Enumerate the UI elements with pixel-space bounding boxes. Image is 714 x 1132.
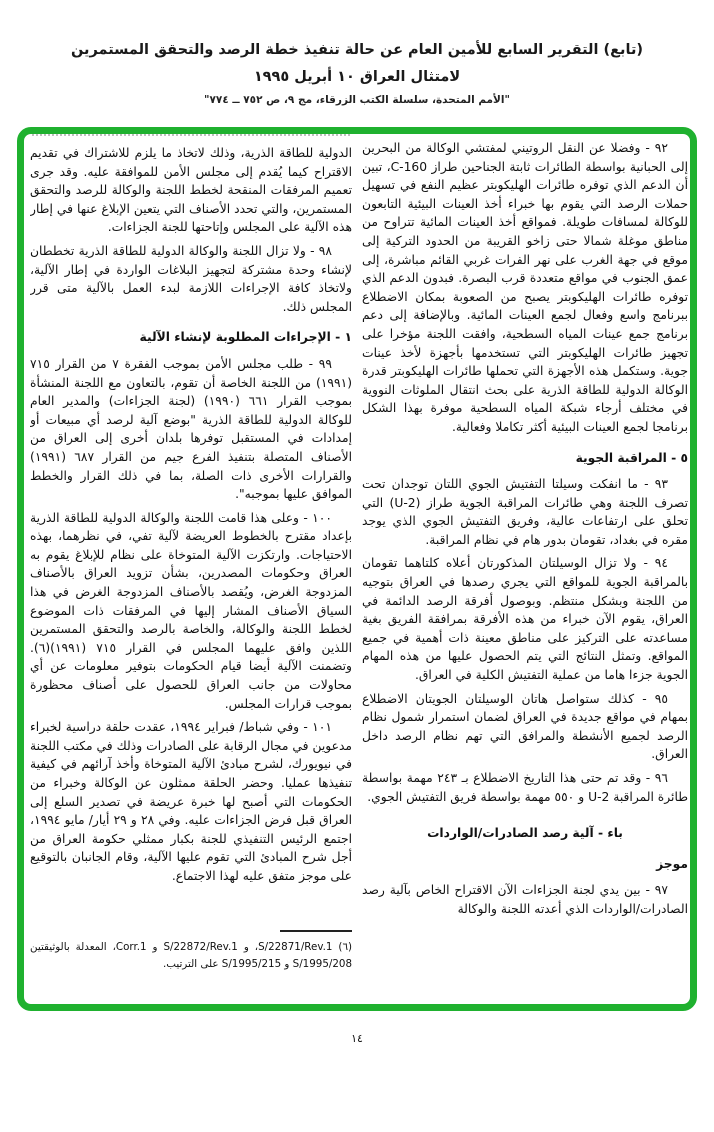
document-title-line1: (تابع) التقرير السابع للأمين العام عن حالة تنفيذ خطة الرصد والتحقق المستمرين [70,42,644,58]
paragraph: ٩٢ - وفضلا عن النقل الروتيني لمفتشي الوكالة من البحرين إلى الحبانية بواسطة الطائرات ثابتة الجناحين طراز C-160، تبين أن الدعم الذي توفره طائرات الهليكوبتر عظيم النفع في تسهيل حملات الرصد التي يقوم بها خبراء أخذ العينات البيئية التابعون للوكالة لمسافات طويلة. فمواقع أخذ العينات المائية تتراوح من مناطق موغلة شمالا حتى زاخو القريبة من الحدود التركية إلى موقع في جهة الغرب على نهر الفرات غربي القائم مباشرة، إلى عمق الجنوب في مواقع متعددة قرب البصرة. فبدون الدعم الذي توفره طائرات الهليكوبتر يصبح من الصعوبة بمكان الاضطلاع ببرنامج واسع وفعال لجمع العينات المائية. وبالإضافة إلى دعم برنامج جمع عينات المياه السطحية، وافقت اللجنة مؤخرا على تجهيز طائرات الهليكوبتر التي تستخدمها بأجهزة لأخذ عينات جوية. وستكمل هذه الأجهزة التي تحملها طائرات الهليكوبتر قدرة الوكالة الدولية للطاقة الذرية على بحث انتقال الملوثات النووية في مختلف أرجاء شبكة المياه السطحية موفرة بهذا الشكل برنامجا لجمع العينات البيئية أكثر تكاملا وفعالية. [362,141,688,434]
paragraph: ١٠١ - وفي شباط/ فبراير ١٩٩٤، عقدت حلقة دراسية لخبراء مدعوين في مجال الرقابة على الصادرات وذلك في مكتب اللجنة في نيويورك، لشرح مبادئ الآلية المتوخاة وأخذ آرائهم في كيفية تنفيذها عمليا. وحضر الحلقة ممثلون عن الوكالة وخبراء من الحكومات التي أصبح لها خبرة عريضة في تصدير السلع إلى العراق قبل فرض الجزاءات عليه. وفي ٢٨ و ٢٩ أيار/ مايو ١٩٩٤، اجتمع الرئيس التنفيذي للجنة بكبار ممثلي حكومة العراق من أجل شرح المبادئ التي تقوم عليها الآلية، وقام الجانبان بالتوقيع على موجز متفق عليه لهذا الاجتماع. [30,720,352,883]
paragraph: ٩٤ - ولا تزال الوسيلتان المذكورتان أعلاه كلتاهما تقومان بالمراقبة الجوية للمواقع التي يجري رصدها في العراق بتوجيه من اللجنة وبشكل منتظم. وبوصول أفرقة الرصد الدائمة في العراق، يقوم الآن خبراء من هذه الأفرقة بمرافقة الفريق بغية مساعدته على التركيز على مناطق معينة ذات أهمية في جميع المواقع. وتمثل النتائج التي يتم الحصول عليها من هذه المهام الجوية جزءا هاما من عملية التفتيش الكلية في العراق. [362,556,688,683]
document-source-line: "الأمم المتحدة، سلسلة الكتب الزرقاء، مج ٩، ص ٧٥٢ ــ ٧٧٤" [204,93,510,106]
paragraph: ٩٧ - بين يدي لجنة الجزاءات الآن الاقتراح الخاص بآلية رصد الصادرات/الواردات الذي أعدته اللجنة والوكالة [362,883,688,916]
paragraph: ٩٩ - طلب مجلس الأمن بموجب الفقرة ٧ من القرار ٧١٥ (١٩٩١) من اللجنة الخاصة أن تقوم، بالتعاون مع اللجنة المنشأة بموجب القرار ٦٦١ (١٩٩٠) (لجنة الجزاءات) والمدير العام للوكالة الدولية للطاقة الذرية "بوضع آلية لرصد أي مبيعات أو إمدادات في المستقبل توفرها بلدان أخرى إلى العراق من الأصناف المتصلة بتنفيذ الفرع جيم من القرار ٦٨٧ (١٩٩١) والقرارات الأخرى ذات الصلة، بما في ذلك القرار والخطط الموافق عليها بموجبه". [30,356,352,502]
footnote-text: (٦) S/22871/Rev.1، و S/22872/Rev.1 و Corr.1، المعدلة بالوثيقتين S/1995/208 و S/1995/215 على الترتيب. [30,941,353,970]
paragraph: ٩٥ - كذلك ستواصل هاتان الوسيلتان الجويتان الاضطلاع بمهام في مواقع جديدة في العراق لضمان استمرار شمول نظام الرصد لجميع الأنشطة والمرافق التي تهم نظام الرصد داخل العراق. [362,691,688,762]
cut-text-remnant [32,134,350,136]
paragraph: ٩٨ - ولا تزال اللجنة والوكالة الدولية للطاقة الذرية تخططان لإنشاء وحدة مشتركة لتجهيز البلاغات الواردة في إطار الآلية، ولاتخاذ كافة الإجراءات اللازمة لبدء العمل بالآلية متى قرر المجلس ذلك. [30,243,352,314]
paragraph: ٩٣ - ما انفكت وسيلتا التفتيش الجوي اللتان توجدان تحت تصرف اللجنة وهي طائرات المراقبة الجوية طراز (U-2) التي تحلق على ارتفاعات عالية، وفريق التفتيش الجوي الذي يوجد مقره في بغداد، تقومان بدور هام في نظام المراقبة. [362,477,688,547]
footnote-separator [280,930,352,932]
section-heading: باء - آلية رصد الصادرات/الواردات [427,826,623,841]
footnote [30,930,352,972]
document-header [0,40,714,106]
section-heading: ٥ - المراقبة الجوية [575,450,688,465]
paragraph: ٩٦ - وقد تم حتى هذا التاريخ الاضطلاع بـ ٢٤٣ مهمة بواسطة طائرة المراقبة U-2 و ٥٥٠ مهمة بواسطة فريق التفتيش الجوي. [362,771,688,804]
text-column-left [30,132,352,926]
section-heading: ١ - الإجراءات المطلوبة لإنشاء الآلية [139,330,352,345]
page-number: ١٤ [351,1032,363,1045]
paragraph: ١٠٠ - وعلى هذا قامت اللجنة والوكالة الدولية للطاقة الذرية بإعداد مقترح بالخطوط العريضة لآلية تفي، في نظرهما، بهذه الاحتياجات. وارتكزت الآلية المتوخاة على نظام للإبلاغ يقوم به العراق وحكومات المصدرين، بشأن تزويد العراق بالأصناف المزدوجة الغرض، ويُقصد بالأصناف المزدوجة الغرض في هذا السياق الأصناف المشار إليها في المرفقات ذات الموضوع لخطط اللجنة والوكالة، والخاصة بالرصد والتحقق المستمرين اللذين وافق عليهما المجلس في القرار ٧١٥ (١٩٩١)(٦). وتضمنت الآلية أيضا قيام الحكومات بتوفير معلومات عن أي محاولات من جانب العراق للحصول على أصناف محظورة بموجب قرارات المجلس. [30,510,352,711]
document-title-line2: لامتثال العراق ١٠ أبريل ١٩٩٥ [253,68,461,85]
text-column-right [362,139,688,1001]
paragraph: الدولية للطاقة الذرية، وذلك لاتخاذ ما يلزم للاشتراك في تقديم الاقتراح كيما يُقدم إلى مجلس الأمن للموافقة عليه. وقد جرى تعميم المرفقات المنقحة لخطط اللجنة والوكالة للرصد والتحقق المستمرين، والتي تحدد الأصناف التي يتعين الإبلاغ عنها في إطار هذه الآلية على المجلس وإتاحتها للجنة الجزاءات. [30,146,352,235]
section-heading: موجز [656,856,688,871]
